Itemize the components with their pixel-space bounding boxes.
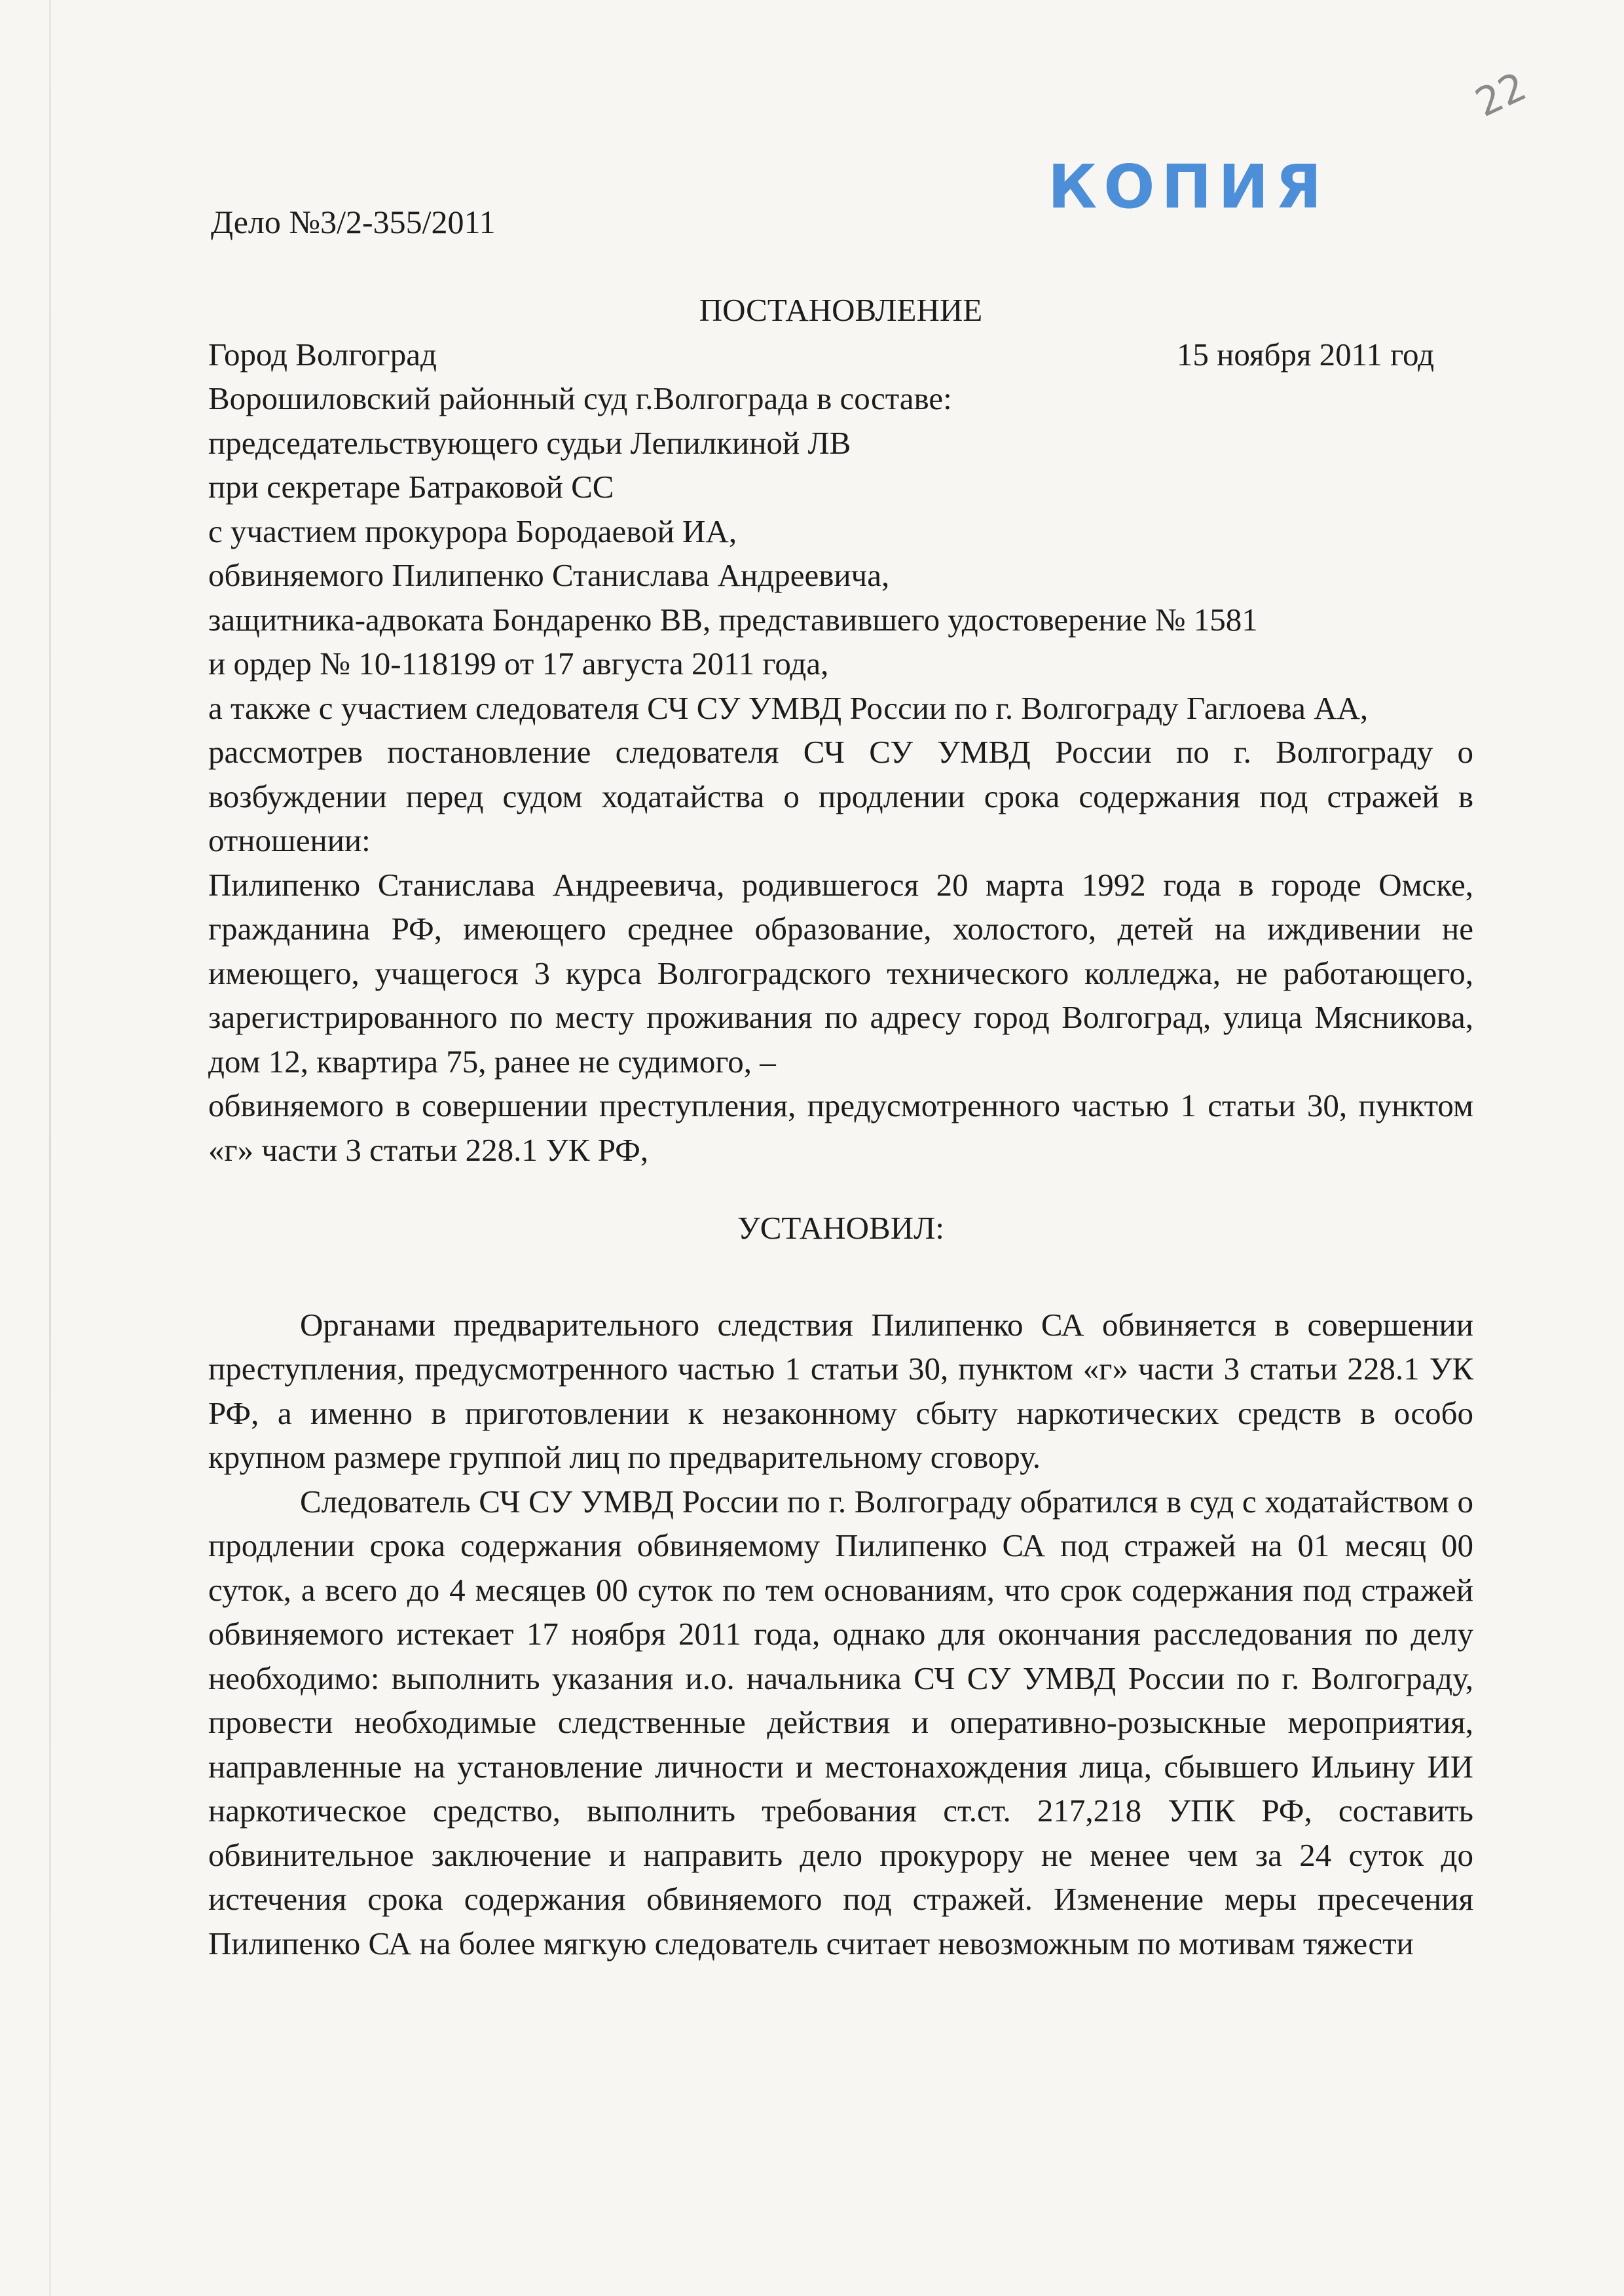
case-number: Дело №3/2-355/2011	[211, 204, 496, 240]
judge-line: председательствующего судьи Лепилкиной ЛВ	[208, 424, 851, 461]
established-heading: УСТАНОВИЛ:	[737, 1210, 944, 1246]
paragraph-1: Органами предварительного следствия Пилипенко СА обвиняется в совершении преступления, предусмотренного частью 1 статьи 30, пунктом «г» части 3 статьи 228.1 УК РФ, а именно в приготовлении к незаконному сбыту наркотических средств в особо крупном размере группой лиц по предварительному сговору.	[208, 1306, 1473, 1475]
city-date-row	[208, 333, 1473, 377]
accused-line: обвиняемого Пилипенко Станислава Андреевича,	[208, 557, 890, 593]
defender-line-1: защитника-адвоката Бондаренко ВВ, представившего удостоверение № 1581	[208, 601, 1258, 638]
court-line: Ворошиловский районный суд г.Волгограда в составе:	[208, 380, 952, 416]
investigator-paragraph: а также с участием следователя СЧ СУ УМВД России по г. Волгограду Гаглоева АА,	[208, 689, 1369, 726]
handwritten-page-number: 22	[1468, 64, 1534, 126]
prosecutor-line: с участием прокурора Бородаевой ИА,	[208, 513, 737, 549]
document-body	[208, 288, 1473, 1965]
considered-paragraph: рассмотрев постановление следователя СЧ СУ УМВД России по г. Волгограду о возбуждении перед судом ходатайства о продлении срока содержания под стражей в отношении:	[208, 734, 1473, 858]
secretary-line: при секретаре Батраковой СС	[208, 469, 614, 505]
copy-stamp: КОПИЯ	[1048, 152, 1329, 222]
paper-fold-line	[49, 0, 51, 2296]
person-info-paragraph: Пилипенко Станислава Андреевича, родившегося 20 марта 1992 года в городе Омске, гражданина РФ, имеющего среднее образование, холостого, детей на иждивении не имеющего, учащегося 3 курса Волгоградского технического колледжа, не работающего, зарегистрированного по месту проживания по адресу город Волгоград, улица Мясникова, дом 12, квартира 75, ранее не судимого, –	[208, 866, 1473, 1080]
date: 15 ноября 2011 год	[1176, 336, 1434, 373]
paragraph-2: Следователь СЧ СУ УМВД России по г. Волгограду обратился в суд с ходатайством о продлении срока содержания обвиняемому Пилипенко СА под стражей на 01 месяц 00 суток, а всего до 4 месяцев 00 суток по тем основаниям, что срок содержания под стражей обвиняемого истекает 17 ноября 2011 года, однако для окончания расследования по делу необходимо: выполнить указания и.о. начальника СЧ СУ УМВД России по г. Волгограду, провести необходимые следственные действия и оперативно-розыскные мероприятия, направленные на установление личности и местонахождения лица, сбывшего Ильину ИИ наркотическое средство, выполнить требования ст.ст. 217,218 УПК РФ, составить обвинительное заключение и направить дело прокурору не менее чем за 24 суток до истечения срока содержания обвиняемого под стражей. Изменение меры пресечения Пилипенко СА на более мягкую следователь считает невозможным по мотивам тяжести	[208, 1483, 1473, 1961]
defender-line-2: и ордер № 10-118199 от 17 августа 2011 года,	[208, 646, 829, 682]
document-title: ПОСТАНОВЛЕНИЕ	[699, 292, 983, 328]
charged-paragraph: обвиняемого в совершении преступления, предусмотренного частью 1 статьи 30, пунктом «г» части 3 статьи 228.1 УК РФ,	[208, 1087, 1473, 1168]
city: Город Волгоград	[208, 336, 437, 373]
